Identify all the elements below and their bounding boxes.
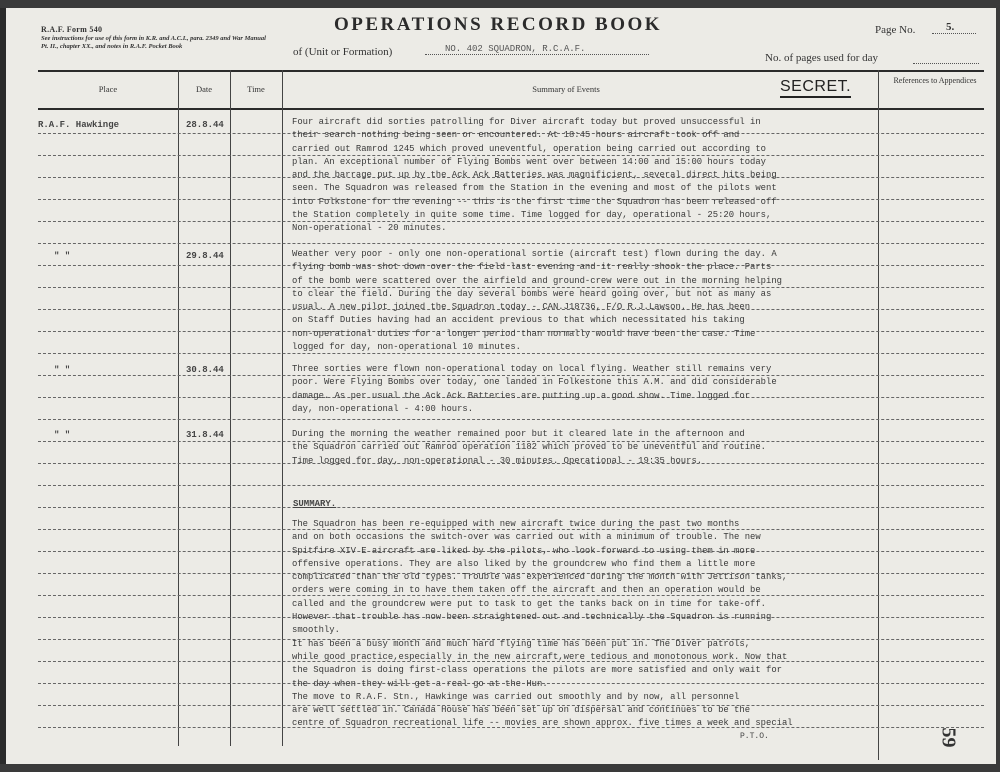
summary-line: usual. A new pilot joined the Squadron today - CAN.J18736, F/O R.J.Lawson. He has been — [292, 302, 751, 313]
summary-line: Non-operational - 20 minutes. — [292, 223, 447, 234]
entry-date: 28.8.44 — [186, 120, 224, 130]
header-bottom-rule — [38, 108, 984, 110]
form-instructions: See instructions for use of this form in K.R. and A.C.I., para. 2349 and War Manual Pt. II., chapter XX., and notes in R.A.F. Pocket Book — [41, 35, 266, 50]
entry-date: 31.8.44 — [186, 430, 224, 440]
unit-value: NO. 402 SQUADRON, R.C.A.F. — [425, 44, 649, 55]
ruled-line — [38, 507, 984, 508]
summary-line: called and the groundcrew were put to task to get the tanks back on in time for take-off. — [292, 598, 767, 609]
summary-line: complicated than the old types. Trouble was experienced during the month with Jettison tanks, — [292, 572, 788, 583]
entry-summary — [292, 116, 872, 236]
summary-line: offensive operations. They are also liked by the groundcrew who find them a little more — [292, 558, 756, 569]
summary-line: the Squadron is doing first-class operations the pilots are more satisfied and only wait for — [292, 665, 782, 676]
column-divider-time-summary — [282, 70, 283, 746]
entry-summary — [292, 248, 872, 354]
column-header-summary: Summary of Events — [532, 84, 600, 94]
column-header-place: Place — [98, 84, 118, 94]
column-divider-date-time — [230, 70, 231, 746]
entry-summary — [292, 363, 872, 416]
summary-line: Weather very poor - only one non-operational sortie (aircraft test) flown during the day. A — [292, 249, 777, 259]
pages-used-label: No. of pages used for day — [765, 52, 879, 64]
summary-line: while good practice,especially in the new aircraft,were tedious and monotonous work. Now that — [292, 651, 788, 662]
summary-line: into Folkstone for the evening -- this is the first time the Squadron has been released off — [292, 196, 777, 207]
summary-line: of the bomb were scattered over the airfield and ground-crew were out in the morning helping — [292, 275, 782, 286]
summary-line: The move to R.A.F. Stn., Hawkinge was carried out smoothly and by now, all personnel — [292, 691, 740, 702]
column-divider-place-date — [178, 70, 179, 746]
entry-place-ditto: " " — [54, 251, 71, 261]
column-header-references: References to Appendices — [893, 76, 977, 85]
entry-summary — [292, 428, 872, 468]
entry-place: R.A.F. Hawkinge — [38, 120, 120, 130]
operations-record-page — [0, 8, 996, 764]
summary-line: Four aircraft did sorties patrolling for Diver aircraft today but proved unsuccessful in — [292, 117, 761, 127]
summary-line: non-operational duties for a longer period than normally would have been the case. Time — [292, 328, 756, 339]
summary-line: logged for day, non-operational 10 minutes. — [292, 342, 522, 353]
page-title: OPERATIONS RECORD BOOK — [334, 14, 663, 35]
form-number: R.A.F. Form 540 — [41, 25, 103, 34]
summary-heading: SUMMARY. — [293, 499, 337, 509]
header-top-rule — [38, 70, 984, 72]
summary-line: the day when they will get a real go at the Hun. — [292, 678, 548, 689]
page-number-value: 5. — [932, 21, 976, 34]
summary-line: centre of Squadron recreational life -- movies are shown approx. five times a week and special — [292, 718, 793, 729]
entry-place-ditto: " " — [54, 430, 71, 440]
ruled-line — [38, 243, 984, 244]
summary-line: During the morning the weather remained poor but it cleared late in the afternoon and — [292, 429, 745, 439]
page-number-label: Page No. — [875, 24, 916, 36]
ruled-line — [38, 485, 984, 486]
summary-line: plan. An exceptional number of Flying Bombs went over between 14:00 and 15:00 hours today — [292, 156, 767, 167]
summary-line: seen. The Squadron was released from the Station in the evening and most of the pilots went — [292, 183, 777, 194]
summary-line: Three sorties were flown non-operational today on local flying. Weather still remains very — [292, 364, 772, 374]
summary-line: Time logged for day, non-operational - 30 minutes. Operational - 19:35 hours. — [292, 455, 703, 466]
summary-line: to clear the field. During the day several bombs were heard going over, but not as many as — [292, 288, 772, 299]
margin-page-stamp: 59 — [937, 727, 960, 748]
secret-stamp: SECRET. — [780, 78, 851, 98]
entry-place-ditto: " " — [54, 365, 71, 375]
pages-used-value — [913, 53, 979, 64]
summary-line: damage. As per usual the Ack Ack Batteries are putting up a good show. Time logged for — [292, 390, 751, 401]
column-header-time: Time — [247, 84, 265, 94]
summary-line: It has been a busy month and much hard flying time has been put in. The Diver patrols, — [292, 638, 751, 649]
summary-line: are well settled in. Canada House has been set up on dispersal and continues to be the — [292, 705, 751, 716]
unit-label: of (Unit or Formation) — [293, 46, 393, 58]
summary-line: carried out Ramrod 1245 which proved uneventful, operation being carried out according to — [292, 143, 767, 154]
entry-date: 29.8.44 — [186, 251, 224, 261]
summary-body — [292, 518, 872, 731]
column-divider-summary-refs — [878, 70, 879, 760]
summary-line: and the barrage put up by the Ack Ack Batteries was magnificient, several direct hits being — [292, 170, 777, 181]
entry-date: 30.8.44 — [186, 365, 224, 375]
summary-line: Spitfire XIV E aircraft are liked by the pilots, who look forward to using them in more — [292, 545, 756, 556]
summary-line: poor. Were Flying Bombs over today, one landed in Folkestone this A.M. and did considerable — [292, 377, 777, 388]
summary-line: their search nothing being seen or encountered. At 18:45 hours aircraft took off and — [292, 130, 740, 141]
summary-line: orders were coming in to have them taken off the aircraft and then an operation would be — [292, 585, 761, 596]
summary-line: smoothly. — [292, 625, 340, 636]
ruled-line — [38, 419, 984, 420]
summary-line: The Squadron has been re-equipped with new aircraft twice during the past two months — [292, 519, 740, 529]
column-header-date: Date — [195, 84, 213, 94]
summary-line: flying bomb was shot down over the field last evening and it really shook the place. Parts — [292, 262, 772, 273]
summary-line: However that trouble has now been straightened out and technically the Squadron is running — [292, 612, 772, 623]
summary-line: on Staff Duties having had an accident previous to that which necessitated his taking — [292, 315, 745, 326]
summary-line: the Squadron carried out Ramrod operation 1182 which proved to be uneventful and routine. — [292, 442, 767, 453]
summary-line: and on both occasions the switch-over was carried out with a minimum of trouble. The new — [292, 532, 761, 543]
summary-line: the Station completely in quite some time. Time logged for day, operational - 25:20 hours, — [292, 210, 772, 221]
summary-line: day, non-operational - 4:00 hours. — [292, 403, 474, 414]
please-turn-over: P.T.O. — [740, 732, 769, 741]
